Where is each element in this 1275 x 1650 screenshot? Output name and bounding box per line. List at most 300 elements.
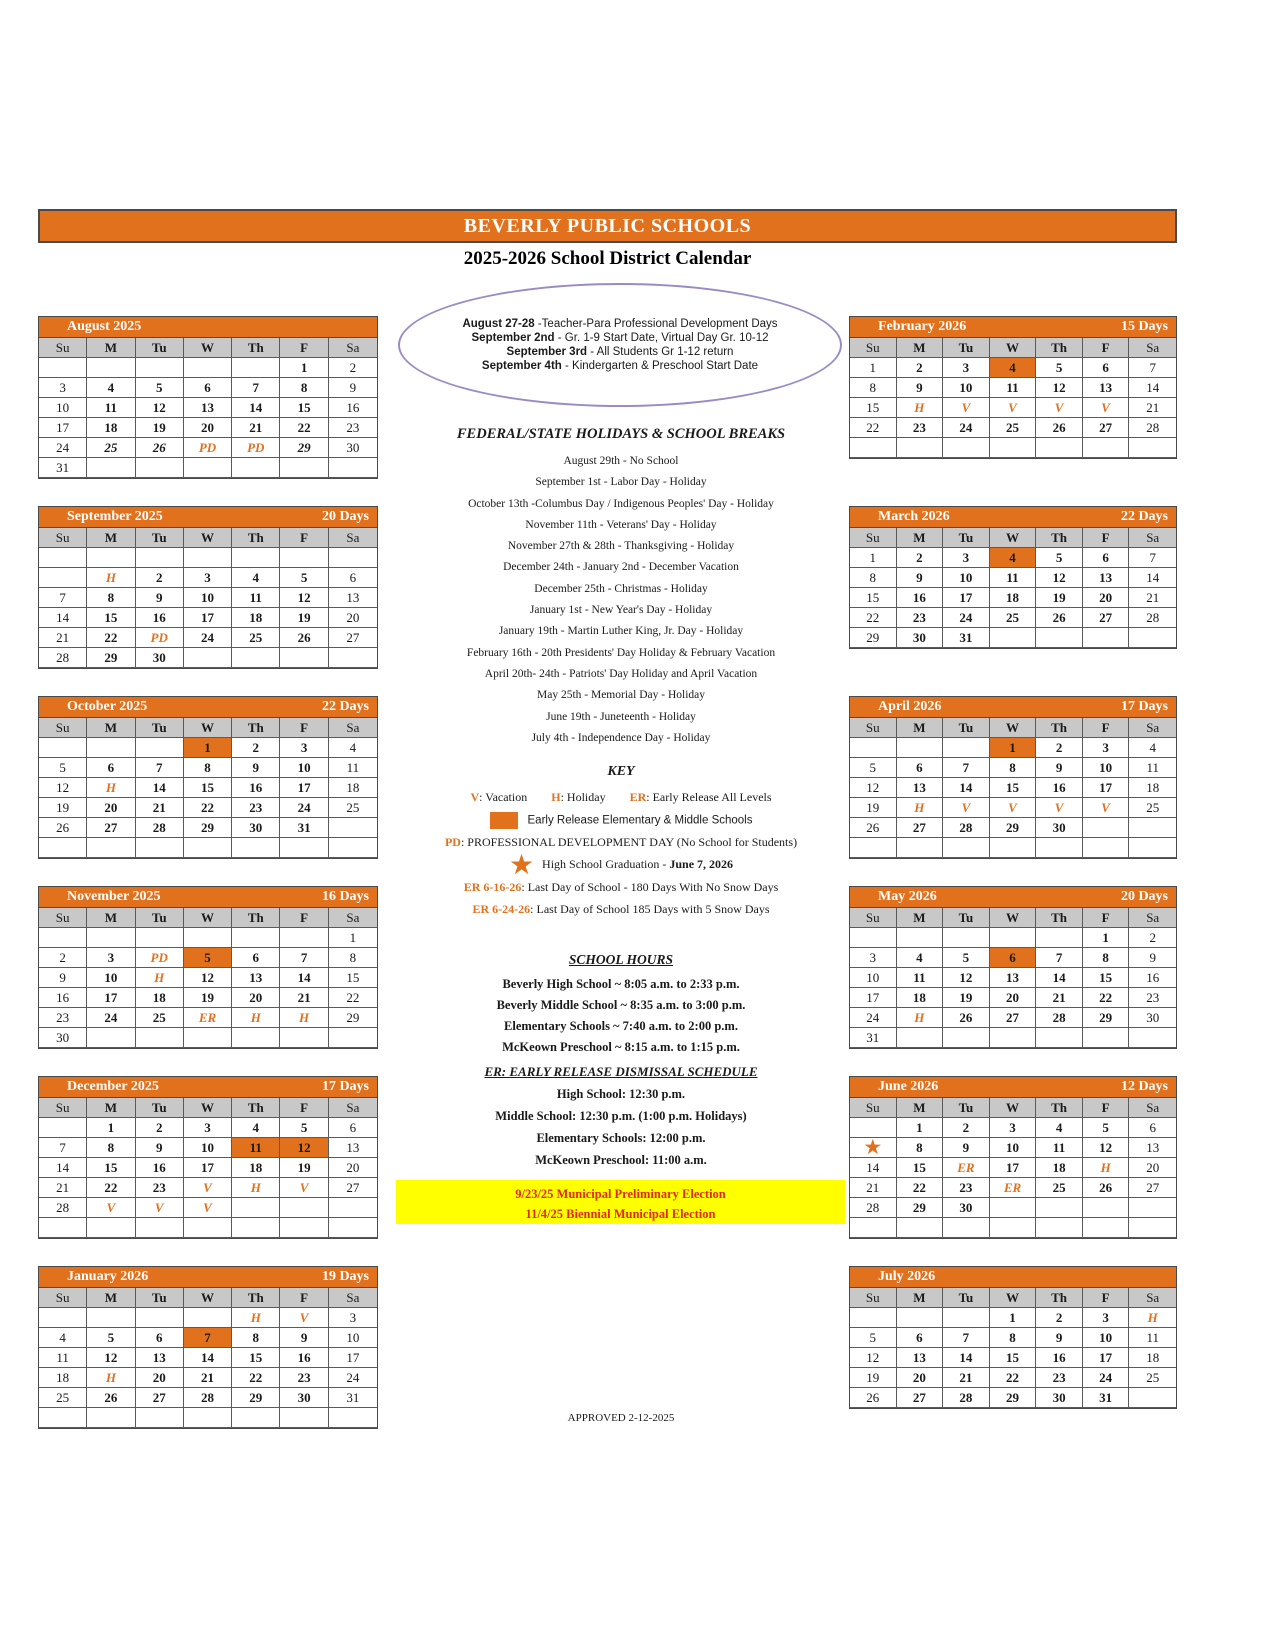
day-cell: 5 bbox=[280, 568, 328, 588]
weekday-header-cell: W bbox=[990, 1098, 1037, 1118]
day-cell: V bbox=[184, 1178, 232, 1198]
day-cell: 28 bbox=[943, 818, 990, 838]
day-cell-empty bbox=[39, 358, 87, 378]
day-cell: 26 bbox=[1036, 608, 1083, 628]
day-cell-empty bbox=[329, 648, 377, 668]
day-cell-empty bbox=[184, 928, 232, 948]
day-cell-empty bbox=[897, 438, 944, 458]
day-cell: 16 bbox=[1129, 968, 1176, 988]
day-cell: 24 bbox=[1083, 1368, 1130, 1388]
day-cell: 31 bbox=[850, 1028, 897, 1048]
day-cell: 14 bbox=[280, 968, 328, 988]
day-cell-empty bbox=[1036, 628, 1083, 648]
day-cell: 28 bbox=[39, 648, 87, 668]
day-cell: 29 bbox=[232, 1388, 280, 1408]
weekday-header-cell: Th bbox=[1036, 718, 1083, 738]
weekday-header-cell: Tu bbox=[943, 528, 990, 548]
month-name: October 2025 bbox=[67, 699, 148, 714]
day-cell: 30 bbox=[39, 1028, 87, 1048]
day-cell: 10 bbox=[87, 968, 135, 988]
weekday-header-cell: Th bbox=[232, 908, 280, 928]
start-date-note-text: - All Students Gr 1-12 return bbox=[587, 346, 734, 358]
month-grid bbox=[849, 907, 1177, 1049]
day-cell-empty bbox=[232, 358, 280, 378]
day-cell: 9 bbox=[280, 1328, 328, 1348]
holiday-item: December 24th - January 2nd - December Vacation bbox=[503, 561, 739, 574]
weekday-header-cell: Sa bbox=[329, 718, 377, 738]
weekday-header-cell: Su bbox=[39, 908, 87, 928]
day-cell: 14 bbox=[1036, 968, 1083, 988]
day-cell-empty bbox=[280, 458, 328, 478]
day-cell: 18 bbox=[136, 988, 184, 1008]
day-cell: 11 bbox=[232, 588, 280, 608]
er-dismissal-line: High School: 12:30 p.m. bbox=[556, 1087, 686, 1101]
day-cell-empty bbox=[943, 928, 990, 948]
day-cell: 8 bbox=[897, 1138, 944, 1158]
graduation-star-icon: ★ bbox=[508, 849, 535, 881]
day-cell: 13 bbox=[897, 778, 944, 798]
day-cell: 5 bbox=[850, 1328, 897, 1348]
weekday-header-cell: W bbox=[990, 718, 1037, 738]
weekday-header-cell: Su bbox=[850, 1098, 897, 1118]
day-cell: 18 bbox=[232, 1158, 280, 1178]
day-cell: H bbox=[87, 778, 135, 798]
day-cell: 14 bbox=[1129, 378, 1176, 398]
day-cell: 22 bbox=[850, 418, 897, 438]
day-cell: 2 bbox=[1129, 928, 1176, 948]
day-cell: 1 bbox=[897, 1118, 944, 1138]
day-cell: 19 bbox=[850, 798, 897, 818]
day-cell: 14 bbox=[943, 778, 990, 798]
day-cell: 13 bbox=[184, 398, 232, 418]
er-dismissal-line: Middle School: 12:30 p.m. (1:00 p.m. Holidays) bbox=[495, 1109, 747, 1123]
day-cell: 28 bbox=[184, 1388, 232, 1408]
day-cell-empty bbox=[1129, 438, 1176, 458]
day-cell: 12 bbox=[280, 588, 328, 608]
month-title-bar bbox=[38, 1076, 378, 1097]
day-cell: 15 bbox=[329, 968, 377, 988]
day-cell: 30 bbox=[1036, 818, 1083, 838]
day-cell: 7 bbox=[184, 1328, 232, 1348]
weekday-header-cell: M bbox=[87, 1098, 135, 1118]
day-cell: 8 bbox=[280, 378, 328, 398]
day-cell: 26 bbox=[850, 818, 897, 838]
day-cell-empty bbox=[897, 838, 944, 858]
day-cell: 20 bbox=[329, 608, 377, 628]
day-cell: 15 bbox=[990, 778, 1037, 798]
month-title-bar bbox=[38, 316, 378, 337]
day-cell: 6 bbox=[87, 758, 135, 778]
day-cell: H bbox=[87, 1368, 135, 1388]
day-cell: 24 bbox=[280, 798, 328, 818]
day-cell: 10 bbox=[329, 1328, 377, 1348]
day-cell: 25 bbox=[329, 798, 377, 818]
day-cell-empty bbox=[87, 1218, 135, 1238]
day-cell: 1 bbox=[990, 1308, 1037, 1328]
day-cell: 11 bbox=[1129, 758, 1176, 778]
day-cell: 16 bbox=[136, 1158, 184, 1178]
day-cell: 30 bbox=[329, 438, 377, 458]
weekday-header-cell: Su bbox=[39, 528, 87, 548]
day-cell: 4 bbox=[1129, 738, 1176, 758]
day-cell: 21 bbox=[39, 628, 87, 648]
weekday-header-cell: W bbox=[184, 908, 232, 928]
day-cell: 2 bbox=[39, 948, 87, 968]
month-name: February 2026 bbox=[878, 319, 967, 334]
day-cell: 8 bbox=[87, 1138, 135, 1158]
day-cell: 10 bbox=[39, 398, 87, 418]
holiday-item: January 1st - New Year's Day - Holiday bbox=[529, 604, 713, 617]
day-cell-empty bbox=[232, 648, 280, 668]
day-cell-empty bbox=[280, 1198, 328, 1218]
day-cell: 2 bbox=[329, 358, 377, 378]
weekday-header-cell: Th bbox=[1036, 338, 1083, 358]
day-cell: 4 bbox=[990, 548, 1037, 568]
day-cell: 5 bbox=[280, 1118, 328, 1138]
day-cell-empty bbox=[1129, 818, 1176, 838]
day-cell-empty bbox=[184, 1028, 232, 1048]
month-grid bbox=[849, 1097, 1177, 1239]
weekday-header-cell: Su bbox=[39, 1098, 87, 1118]
day-cell: 4 bbox=[232, 568, 280, 588]
key-abbrev-label: : Early Release All Levels bbox=[646, 790, 772, 804]
day-cell: 31 bbox=[280, 818, 328, 838]
day-cell: V bbox=[87, 1198, 135, 1218]
weekday-header-cell: F bbox=[1083, 1288, 1130, 1308]
day-cell: 1 bbox=[850, 358, 897, 378]
day-cell-empty bbox=[87, 548, 135, 568]
day-cell: 22 bbox=[990, 1368, 1037, 1388]
day-cell-empty bbox=[87, 738, 135, 758]
holidays-heading: FEDERAL/STATE HOLIDAYS & SCHOOL BREAKS bbox=[456, 426, 786, 442]
day-cell: H bbox=[232, 1008, 280, 1028]
day-cell: 11 bbox=[39, 1348, 87, 1368]
weekday-header-cell: W bbox=[184, 338, 232, 358]
day-cell: 12 bbox=[1036, 568, 1083, 588]
day-cell: V bbox=[184, 1198, 232, 1218]
day-cell: 8 bbox=[184, 758, 232, 778]
day-cell: 11 bbox=[329, 758, 377, 778]
day-cell-empty bbox=[136, 838, 184, 858]
day-cell-empty bbox=[280, 1218, 328, 1238]
day-cell-empty bbox=[897, 1218, 944, 1238]
day-cell: 12 bbox=[136, 398, 184, 418]
day-cell: 23 bbox=[897, 608, 944, 628]
day-cell: 27 bbox=[1129, 1178, 1176, 1198]
day-cell: 21 bbox=[39, 1178, 87, 1198]
day-cell: 9 bbox=[329, 378, 377, 398]
weekday-header-cell: Tu bbox=[136, 1288, 184, 1308]
day-cell-empty bbox=[1129, 838, 1176, 858]
day-cell: 14 bbox=[136, 778, 184, 798]
day-cell: 12 bbox=[280, 1138, 328, 1158]
day-cell: 6 bbox=[1083, 548, 1130, 568]
day-cell: 17 bbox=[329, 1348, 377, 1368]
day-cell: 1 bbox=[329, 928, 377, 948]
day-cell: 7 bbox=[136, 758, 184, 778]
day-cell: V bbox=[1083, 398, 1130, 418]
month-days-count: 22 Days bbox=[1120, 509, 1168, 524]
start-date-note bbox=[482, 360, 758, 372]
day-cell: V bbox=[943, 798, 990, 818]
day-cell-empty bbox=[1036, 838, 1083, 858]
day-cell: H bbox=[1129, 1308, 1176, 1328]
day-cell: 16 bbox=[136, 608, 184, 628]
day-cell: 2 bbox=[136, 1118, 184, 1138]
day-cell: 15 bbox=[897, 1158, 944, 1178]
weekday-header-cell: Sa bbox=[1129, 338, 1176, 358]
day-cell: V bbox=[990, 398, 1037, 418]
day-cell: V bbox=[943, 398, 990, 418]
day-cell-empty bbox=[329, 1028, 377, 1048]
day-cell-empty bbox=[280, 548, 328, 568]
day-cell: 4 bbox=[232, 1118, 280, 1138]
day-cell: 20 bbox=[1129, 1158, 1176, 1178]
weekday-header-cell: Sa bbox=[329, 528, 377, 548]
day-cell: 15 bbox=[990, 1348, 1037, 1368]
key-abbrev-code: V bbox=[470, 790, 480, 804]
weekday-header-cell: M bbox=[897, 1288, 944, 1308]
day-cell: 17 bbox=[1083, 1348, 1130, 1368]
month-title-bar bbox=[849, 506, 1177, 527]
weekday-header-cell: Tu bbox=[136, 908, 184, 928]
month-grid bbox=[849, 527, 1177, 649]
day-cell: 17 bbox=[184, 1158, 232, 1178]
day-cell: 23 bbox=[232, 798, 280, 818]
weekday-header-cell: Sa bbox=[329, 338, 377, 358]
day-cell: 26 bbox=[280, 628, 328, 648]
day-cell: 15 bbox=[184, 778, 232, 798]
day-cell-empty bbox=[990, 838, 1037, 858]
day-cell: 4 bbox=[897, 948, 944, 968]
day-cell: 15 bbox=[850, 588, 897, 608]
day-cell: 21 bbox=[850, 1178, 897, 1198]
day-cell-empty bbox=[990, 1198, 1037, 1218]
month-calendar bbox=[849, 696, 1177, 859]
weekday-header-cell: W bbox=[184, 718, 232, 738]
day-cell-empty bbox=[1036, 928, 1083, 948]
day-cell-empty bbox=[87, 358, 135, 378]
day-cell: 27 bbox=[990, 1008, 1037, 1028]
day-cell: 12 bbox=[1083, 1138, 1130, 1158]
weekday-header-cell: Tu bbox=[136, 1098, 184, 1118]
month-days-count: 15 Days bbox=[1120, 319, 1168, 334]
day-cell: 29 bbox=[184, 818, 232, 838]
holiday-item: November 11th - Veterans' Day - Holiday bbox=[525, 518, 717, 531]
day-cell: 6 bbox=[329, 1118, 377, 1138]
day-cell: H bbox=[1083, 1158, 1130, 1178]
day-cell: 1 bbox=[1083, 928, 1130, 948]
er-dismissal-line: Elementary Schools: 12:00 p.m. bbox=[536, 1131, 706, 1145]
month-name: January 2026 bbox=[67, 1269, 149, 1284]
day-cell-empty bbox=[943, 738, 990, 758]
day-cell-empty bbox=[943, 438, 990, 458]
day-cell: 21 bbox=[136, 798, 184, 818]
day-cell-empty bbox=[1129, 1218, 1176, 1238]
day-cell-empty bbox=[329, 1218, 377, 1238]
school-hours-line: McKeown Preschool ~ 8:15 a.m. to 1:15 p.m. bbox=[502, 1040, 740, 1054]
weekday-header-cell: Su bbox=[850, 908, 897, 928]
day-cell-empty bbox=[280, 928, 328, 948]
day-cell: 7 bbox=[943, 1328, 990, 1348]
day-cell: 30 bbox=[1036, 1388, 1083, 1408]
day-cell: 31 bbox=[1083, 1388, 1130, 1408]
key-abbrev bbox=[470, 790, 527, 804]
day-cell: 12 bbox=[184, 968, 232, 988]
holiday-item: January 19th - Martin Luther King, Jr. Day - Holiday bbox=[498, 625, 744, 638]
day-cell: 12 bbox=[39, 778, 87, 798]
month-title-bar bbox=[38, 506, 378, 527]
day-cell: 16 bbox=[1036, 1348, 1083, 1368]
day-cell: PD bbox=[232, 438, 280, 458]
day-cell-empty bbox=[136, 1218, 184, 1238]
day-cell: 23 bbox=[1129, 988, 1176, 1008]
day-cell: 6 bbox=[232, 948, 280, 968]
weekday-header-cell: W bbox=[184, 528, 232, 548]
key-section bbox=[381, 764, 861, 920]
day-cell: 25 bbox=[1129, 798, 1176, 818]
day-cell: 20 bbox=[897, 1368, 944, 1388]
day-cell: 15 bbox=[850, 398, 897, 418]
day-cell: 19 bbox=[136, 418, 184, 438]
weekday-header-cell: Su bbox=[850, 1288, 897, 1308]
day-cell: 7 bbox=[39, 1138, 87, 1158]
month-name: August 2025 bbox=[67, 319, 142, 334]
key-early-release-row bbox=[381, 808, 861, 831]
day-cell: 19 bbox=[280, 1158, 328, 1178]
graduation-label: High School Graduation - bbox=[542, 857, 670, 872]
weekday-header-cell: Sa bbox=[1129, 528, 1176, 548]
month-name: May 2026 bbox=[878, 889, 937, 904]
day-cell: 29 bbox=[897, 1198, 944, 1218]
day-cell: 18 bbox=[329, 778, 377, 798]
district-title-bar: BEVERLY PUBLIC SCHOOLS bbox=[38, 209, 1177, 243]
month-title-bar bbox=[38, 696, 378, 717]
day-cell: PD bbox=[184, 438, 232, 458]
holiday-item: August 29th - No School bbox=[563, 455, 679, 467]
day-cell: 11 bbox=[897, 968, 944, 988]
day-cell-empty bbox=[39, 738, 87, 758]
month-title-bar bbox=[38, 886, 378, 907]
month-name: April 2026 bbox=[878, 699, 942, 714]
day-cell: 14 bbox=[39, 608, 87, 628]
weekday-header-cell: Th bbox=[232, 528, 280, 548]
day-cell: H bbox=[232, 1178, 280, 1198]
day-cell: H bbox=[897, 798, 944, 818]
day-cell: 15 bbox=[232, 1348, 280, 1368]
day-cell-empty bbox=[232, 1218, 280, 1238]
school-hours-line: Beverly Middle School ~ 8:35 a.m. to 3:00 p.m. bbox=[496, 998, 746, 1012]
day-cell: 16 bbox=[39, 988, 87, 1008]
weekday-header-cell: F bbox=[1083, 528, 1130, 548]
key-heading: KEY bbox=[607, 764, 635, 779]
day-cell: 8 bbox=[1083, 948, 1130, 968]
holiday-item: October 13th -Columbus Day / Indigenous Peoples' Day - Holiday bbox=[468, 497, 774, 510]
day-cell: 2 bbox=[1036, 1308, 1083, 1328]
day-cell: 6 bbox=[1083, 358, 1130, 378]
day-cell: 10 bbox=[184, 588, 232, 608]
day-cell: 17 bbox=[943, 588, 990, 608]
holiday-item: June 19th - Juneteenth - Holiday bbox=[546, 710, 696, 723]
day-cell: 8 bbox=[850, 568, 897, 588]
day-cell-empty bbox=[39, 1218, 87, 1238]
day-cell: 23 bbox=[136, 1178, 184, 1198]
day-cell: 14 bbox=[943, 1348, 990, 1368]
calendar-subtitle: 2025-2026 School District Calendar bbox=[463, 248, 752, 269]
school-hours-section bbox=[381, 952, 861, 1171]
weekday-header-cell: Th bbox=[1036, 1098, 1083, 1118]
day-cell: H bbox=[897, 398, 944, 418]
day-cell: 31 bbox=[39, 458, 87, 478]
day-cell: 20 bbox=[184, 418, 232, 438]
day-cell: 23 bbox=[280, 1368, 328, 1388]
day-cell: 11 bbox=[1036, 1138, 1083, 1158]
day-cell: 3 bbox=[329, 1308, 377, 1328]
month-name: March 2026 bbox=[878, 509, 950, 524]
month-name: September 2025 bbox=[67, 509, 163, 524]
pd-code: PD bbox=[444, 835, 461, 850]
key-abbrev-label: : Vacation bbox=[479, 790, 528, 804]
day-cell: 22 bbox=[897, 1178, 944, 1198]
day-cell-empty bbox=[1036, 1218, 1083, 1238]
day-cell-empty bbox=[1129, 628, 1176, 648]
day-cell-empty bbox=[897, 1308, 944, 1328]
day-cell-empty bbox=[1036, 1028, 1083, 1048]
day-cell: 12 bbox=[1036, 378, 1083, 398]
elections-banner bbox=[396, 1180, 845, 1224]
day-cell: 12 bbox=[943, 968, 990, 988]
holiday-item: December 25th - Christmas - Holiday bbox=[534, 582, 708, 595]
day-cell-empty bbox=[1083, 818, 1130, 838]
day-cell: 22 bbox=[184, 798, 232, 818]
day-cell: 13 bbox=[329, 1138, 377, 1158]
day-cell: 19 bbox=[1036, 588, 1083, 608]
day-cell-empty bbox=[136, 928, 184, 948]
day-cell: 19 bbox=[280, 608, 328, 628]
day-cell-empty bbox=[232, 548, 280, 568]
weekday-header-cell: W bbox=[990, 338, 1037, 358]
month-calendar bbox=[849, 886, 1177, 1049]
day-cell: 29 bbox=[850, 628, 897, 648]
day-cell: 18 bbox=[897, 988, 944, 1008]
weekday-header-cell: M bbox=[897, 718, 944, 738]
school-hours-line: Elementary Schools ~ 7:40 a.m. to 2:00 p.m. bbox=[504, 1019, 738, 1033]
day-cell: 2 bbox=[1036, 738, 1083, 758]
weekday-header-cell: W bbox=[990, 908, 1037, 928]
day-cell-empty bbox=[39, 838, 87, 858]
day-cell-empty bbox=[184, 1308, 232, 1328]
weekday-header-cell: Tu bbox=[943, 718, 990, 738]
start-dates-oval bbox=[398, 283, 842, 407]
day-cell: 20 bbox=[232, 988, 280, 1008]
holidays-list bbox=[381, 451, 861, 749]
day-cell-empty bbox=[280, 838, 328, 858]
month-calendar bbox=[38, 696, 378, 859]
day-cell: 20 bbox=[990, 988, 1037, 1008]
weekday-header-cell: M bbox=[897, 908, 944, 928]
er-dismissal-line: McKeown Preschool: 11:00 a.m. bbox=[535, 1153, 707, 1167]
day-cell: 5 bbox=[1036, 358, 1083, 378]
day-cell: ER bbox=[943, 1158, 990, 1178]
day-cell: 15 bbox=[87, 1158, 135, 1178]
day-cell: 31 bbox=[329, 1388, 377, 1408]
day-cell: 10 bbox=[943, 568, 990, 588]
weekday-header-cell: F bbox=[1083, 908, 1130, 928]
day-cell: 7 bbox=[232, 378, 280, 398]
day-cell: V bbox=[1036, 398, 1083, 418]
day-cell: 2 bbox=[897, 358, 944, 378]
day-cell: PD bbox=[136, 628, 184, 648]
